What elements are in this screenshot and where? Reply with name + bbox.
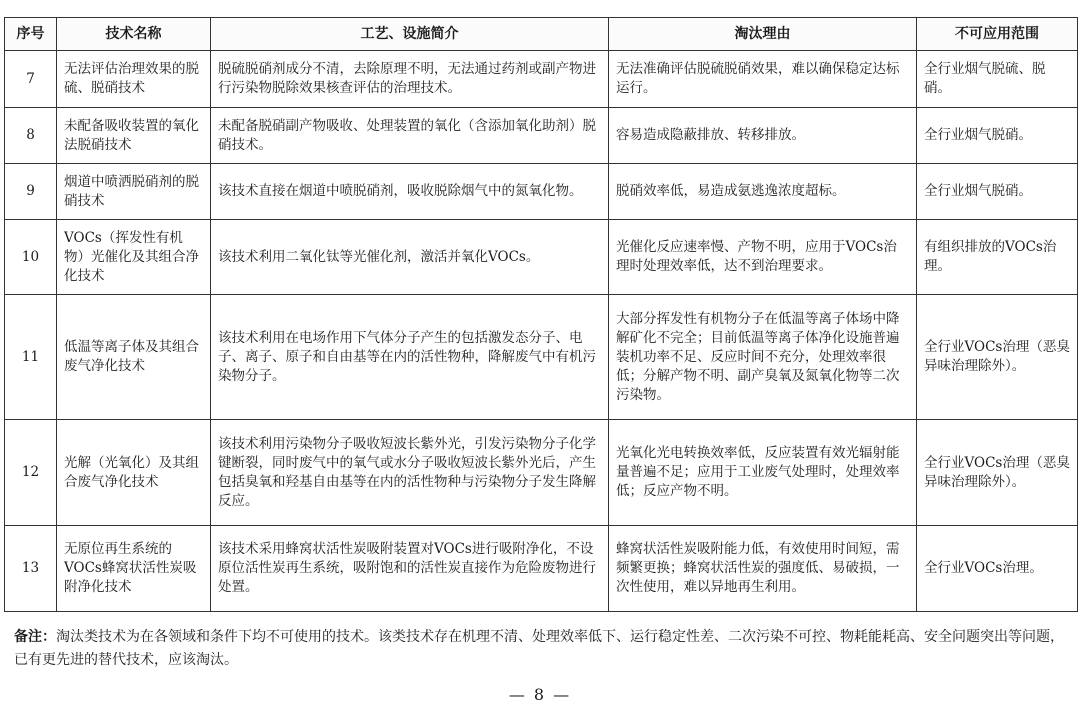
tech-name-cell: 光解（光氧化）及其组合废气净化技术 <box>57 420 211 526</box>
row-number: 7 <box>5 51 57 108</box>
process-cell: 该技术直接在烟道中喷脱硝剂，吸收脱除烟气中的氮氧化物。 <box>211 164 609 220</box>
page-number: — 8 — <box>508 685 572 704</box>
remark-label: 备注： <box>14 629 56 645</box>
header-process-intro: 工艺、设施简介 <box>211 18 609 51</box>
scope-cell: 全行业烟气脱硫、脱硝。 <box>917 51 1078 108</box>
tech-name-cell: 未配备吸收装置的氧化法脱硝技术 <box>57 108 211 164</box>
reason-cell: 大部分挥发性有机物分子在低温等离子体场中降解矿化不完全；目前低温等离子体净化设施普遍装机功率不足、反应时间不充分，处理效率很低；分解产物不明、副产臭氧及氮氧化物等二次污染物。 <box>609 295 917 420</box>
remark-text: 淘汰类技术为在各领域和条件下均不可使用的技术。该类技术存在机理不清、处理效率低下、运行稳定性差、二次污染不可控、物耗能耗高、安全问题突出等问题，已有更先进的替代技术，应该淘汰。 <box>14 629 1064 668</box>
reason-cell: 脱硝效率低，易造成氨逃逸浓度超标。 <box>609 164 917 220</box>
reason-cell: 无法准确评估脱硫脱硝效果，难以确保稳定达标运行。 <box>609 51 917 108</box>
table-row <box>5 51 1078 108</box>
row-number: 13 <box>5 526 57 612</box>
table-row <box>5 526 1078 612</box>
reason-cell: 光催化反应速率慢、产物不明，应用于VOCs治理时处理效率低，达不到治理要求。 <box>609 220 917 295</box>
process-cell: 该技术利用在电场作用下气体分子产生的包括激发态分子、电子、离子、原子和自由基等在内的活性物种，降解废气中有机污染物分子。 <box>211 295 609 420</box>
process-cell: 未配备脱硝副产物吸收、处理装置的氧化（含添加氧化助剂）脱硝技术。 <box>211 108 609 164</box>
process-cell: 脱硫脱硝剂成分不清，去除原理不明，无法通过药剂或副产物进行污染物脱除效果核查评估的治理技术。 <box>211 51 609 108</box>
table-row <box>5 420 1078 526</box>
tech-name-cell: 无法评估治理效果的脱硫、脱硝技术 <box>57 51 211 108</box>
tech-name-cell: VOCs（挥发性有机物）光催化及其组合净化技术 <box>57 220 211 295</box>
table-row <box>5 295 1078 420</box>
header-elimination-reason: 淘汰理由 <box>609 18 917 51</box>
process-cell: 该技术采用蜂窝状活性炭吸附装置对VOCs进行吸附净化，不设原位活性炭再生系统，吸附饱和的活性炭直接作为危险废物进行处置。 <box>211 526 609 612</box>
reason-cell: 光氧化光电转换效率低，反应装置有效光辐射能量普遍不足；应用于工业废气处理时，处理效率低；反应产物不明。 <box>609 420 917 526</box>
scope-cell: 有组织排放的VOCs治理。 <box>917 220 1078 295</box>
header-scope: 不可应用范围 <box>917 18 1078 51</box>
scope-cell: 全行业VOCs治理。 <box>917 526 1078 612</box>
tech-name-cell: 无原位再生系统的VOCs蜂窝状活性炭吸附净化技术 <box>57 526 211 612</box>
table-row <box>5 108 1078 164</box>
reason-cell: 蜂窝状活性炭吸附能力低，有效使用时间短，需频繁更换；蜂窝状活性炭的强度低、易破损，一次性使用，难以异地再生利用。 <box>609 526 917 612</box>
row-number: 10 <box>5 220 57 295</box>
scope-cell: 全行业VOCs治理（恶臭异味治理除外）。 <box>917 295 1078 420</box>
process-cell: 该技术利用污染物分子吸收短波长紫外光，引发污染物分子化学键断裂，同时废气中的氧气或水分子吸收短波长紫外光后，产生包括臭氧和羟基自由基等在内的活性物种与污染物分子发生降解反应。 <box>211 420 609 526</box>
row-number: 12 <box>5 420 57 526</box>
tech-name-cell: 低温等离子体及其组合废气净化技术 <box>57 295 211 420</box>
table-header-row <box>5 18 1078 51</box>
header-tech-name: 技术名称 <box>57 18 211 51</box>
row-number: 11 <box>5 295 57 420</box>
process-cell: 该技术利用二氧化钛等光催化剂，激活并氧化VOCs。 <box>211 220 609 295</box>
tech-name-cell: 烟道中喷洒脱硝剂的脱硝技术 <box>57 164 211 220</box>
header-serial: 序号 <box>5 18 57 51</box>
scope-cell: 全行业VOCs治理（恶臭异味治理除外）。 <box>917 420 1078 526</box>
reason-cell: 容易造成隐蔽排放、转移排放。 <box>609 108 917 164</box>
row-number: 8 <box>5 108 57 164</box>
scope-cell: 全行业烟气脱硝。 <box>917 164 1078 220</box>
scope-cell: 全行业烟气脱硝。 <box>917 108 1078 164</box>
table-row <box>5 164 1078 220</box>
row-number: 9 <box>5 164 57 220</box>
remark-paragraph <box>14 626 1070 672</box>
table-row <box>5 220 1078 295</box>
technology-table <box>4 17 1078 612</box>
